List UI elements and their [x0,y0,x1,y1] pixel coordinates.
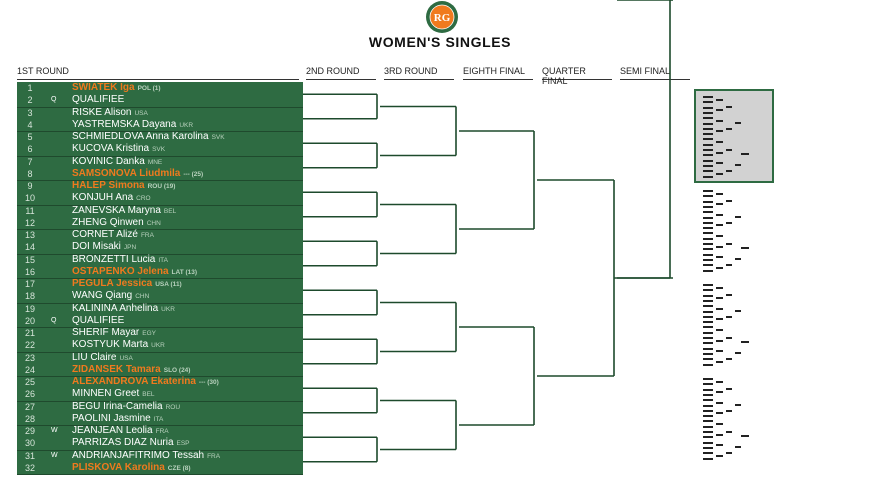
mini-r3 [726,388,732,390]
mini-r4 [735,164,741,166]
player-country: UKR [151,342,165,350]
mini-entry [703,436,713,438]
round-header-3: 3RD ROUND [384,66,454,80]
round-header-5: QUARTER FINAL [542,66,612,80]
player-country: EGY [142,330,156,337]
mini-r4 [735,352,741,354]
mini-entry [703,300,713,302]
player-name-text: WANG Qiang [72,290,133,302]
player-name-text: RISKE Alison [72,106,132,118]
mini-entry [703,232,713,234]
mini-r4 [735,122,741,124]
player-name-text: BEGU Irina-Camelia [72,400,163,412]
round-header-1: 1ST ROUND [17,66,299,80]
mini-r3 [726,358,732,360]
player-name-text: OSTAPENKO Jelena [72,265,169,277]
mini-r3 [726,222,732,224]
mini-entry [703,211,713,213]
player-name-text: DOI Misaki [72,241,121,253]
player-name-text: PLISKOVA Karolina [72,461,165,473]
player-country: ROU (19) [147,183,176,190]
player-name-text: ANDRIANJAFITRIMO Tessah [72,449,205,461]
page-title: WOMEN'S SINGLES [368,34,512,50]
player-name-text: SAMSONOVA Liudmila [72,167,181,179]
mini-r4 [735,404,741,406]
player-name-text: CORNET Alizé [72,229,138,240]
player-name-text: KOSTYUK Marta [72,339,149,351]
mini-winner [716,412,723,414]
draw-position: 4 [27,119,33,130]
entry-status: Q [51,316,57,324]
mini-r3 [726,410,732,412]
draw-position: 25 [24,377,35,387]
player-name-text: ZANEVSKA Maryna [72,204,161,216]
player-country: USA [134,109,148,117]
mini-entry [703,264,713,266]
mini-entry [703,117,713,119]
mini-winner [716,130,723,132]
player-country: CZE (8) [167,464,191,472]
player-country: MNE [147,158,163,166]
mini-r3 [726,149,732,151]
mini-winner [716,287,723,289]
draw-position: 8 [27,168,33,179]
mini-r4 [735,216,741,218]
mini-entry [703,326,713,328]
mini-winner [716,350,723,352]
draw-position: 22 [24,340,35,351]
mini-winner [716,318,723,320]
player-country: USA (11) [155,281,182,288]
mini-entry [703,128,713,130]
mini-r3 [726,106,732,108]
mini-entry [703,378,713,380]
mini-entry [703,337,713,339]
entry-status: W [51,451,58,459]
player-name-text: JEANJEAN Leolia [72,425,153,436]
player-country: CHN [135,293,150,301]
mini-entry [703,101,713,103]
player-country: FRA [207,452,221,460]
draw-position: 26 [24,389,35,400]
mini-entry [703,415,713,417]
mini-entry [703,217,713,219]
player-country: CRO [136,195,151,203]
mini-winner [716,235,723,237]
mini-entry [703,447,713,449]
player-name-text: KALININA Anhelina [72,302,159,314]
mini-r4 [735,258,741,260]
draw-position: 10 [24,193,35,204]
entry-status: Q [51,96,57,104]
player-name-text: LIU Claire [72,351,117,363]
mini-entry [703,107,713,109]
mini-winner [716,361,723,363]
mini-winner [716,267,723,269]
mini-entry [703,190,713,192]
player-name-text: ZHENG Qinwen [72,216,144,228]
player-name-text: SHERIF Mayar [72,327,140,338]
mini-winner [716,444,723,446]
player-country: --- (30) [198,379,219,386]
draw-position: 2 [27,95,33,106]
round-header-6: SEMI FINAL [620,66,690,80]
mini-entry [703,123,713,125]
mini-entry [703,112,713,114]
mini-entry [703,154,713,156]
draw-position: 15 [24,254,35,265]
mini-entry [703,149,713,151]
mini-r3 [726,243,732,245]
mini-entry [703,138,713,140]
mini-r3 [726,200,732,202]
player-name-text: ZIDANSEK Tamara [72,363,161,375]
mini-entry [703,254,713,256]
mini-entry [703,452,713,454]
mini-entry [703,227,713,229]
mini-winner [716,203,723,205]
player-country: UKR [179,121,194,129]
player-country: SVK [211,134,225,141]
player-name-text: QUALIFIEE [72,314,125,326]
draw-position: 31 [24,450,35,461]
player-country: BEL [163,207,177,215]
mini-winner [716,173,723,175]
mini-entry [703,364,713,366]
mini-entry [703,405,713,407]
mini-entry [703,358,713,360]
player-name-text: PARRIZAS DIAZ Nuria [72,437,174,449]
draw-position: 29 [24,426,35,436]
draw-position: 9 [27,181,33,191]
draw-position: 16 [24,266,35,277]
player-country: ROU [165,403,181,411]
player-name-text: KUCOVA Kristina [72,143,150,155]
player-name-text: HALEP Simona [72,180,145,191]
player-country: POL (1) [137,85,161,92]
player-country: SLO (24) [163,366,191,374]
player-name-text: SCHMIEDLOVA Anna Karolina [72,131,209,142]
mini-entry [703,270,713,272]
mini-winner [716,99,723,101]
draw-position: 18 [24,291,35,302]
mini-winner [716,120,723,122]
mini-r3 [726,264,732,266]
draw-position: 28 [24,413,35,424]
mini-winner [716,256,723,258]
draw-position: 7 [27,156,33,167]
mini-r3 [726,170,732,172]
mini-entry [703,389,713,391]
mini-winner [716,402,723,404]
mini-winner [716,109,723,111]
mini-winner [716,308,723,310]
draw-position: 23 [24,352,35,363]
mini-entry [703,248,713,250]
mini-entry [703,426,713,428]
mini-entry [703,342,713,344]
mini-entry [703,348,713,350]
mini-entry [703,332,713,334]
player-country: --- (25) [183,170,204,178]
mini-entry [703,284,713,286]
player-country: USA [119,354,133,362]
mini-entry [703,442,713,444]
mini-entry [703,206,713,208]
draw-position: 19 [24,303,35,314]
entry-status: W [51,427,58,434]
mini-entry [703,410,713,412]
mini-qf [741,435,749,437]
mini-winner [716,162,723,164]
mini-r3 [726,337,732,339]
mini-r3 [726,452,732,454]
draw-position: 13 [24,230,35,240]
draw-position: 30 [24,438,35,449]
player-name-text: QUALIFIEE [72,94,125,106]
mini-entry [703,289,713,291]
mini-entry [703,420,713,422]
mini-r4 [735,310,741,312]
player-country: ITA [158,256,168,264]
draw-position: 21 [24,328,35,338]
player-name-text: PEGULA Jessica [72,278,153,289]
mini-winner [716,329,723,331]
player-country: SVK [152,146,166,154]
mini-entry [703,353,713,355]
player-name-text: KONJUH Ana [72,192,134,204]
mini-entry [703,222,713,224]
mini-winner [716,423,723,425]
draw-position: 27 [24,401,35,412]
player-name-text: KOVINIC Danka [72,155,145,167]
player-country: CHN [146,219,161,227]
draw-position: 17 [24,279,35,289]
player-country: ESP [176,440,190,448]
player-country: JPN [123,244,137,252]
player-country: ITA [153,415,164,423]
player-name-text: MINNEN Greet [72,388,140,400]
mini-r3 [726,128,732,130]
mini-winner [716,224,723,226]
mini-winner [716,193,723,195]
mini-entry [703,394,713,396]
draw-position: 12 [24,217,35,228]
mini-entry [703,195,713,197]
mini-entry [703,259,713,261]
mini-entry [703,311,713,313]
mini-winner [716,455,723,457]
svg-text:RG: RG [433,12,451,24]
mini-entry [703,176,713,178]
mini-winner [716,152,723,154]
mini-winner [716,381,723,383]
mini-r3 [726,294,732,296]
draw-position: 14 [24,242,35,253]
mini-entry [703,458,713,460]
mini-qf [741,341,749,343]
mini-winner [716,141,723,143]
draw-position: 3 [27,107,33,118]
mini-entry [703,295,713,297]
mini-r3 [726,431,732,433]
player-country: FRA [140,232,154,239]
draw-position: 6 [27,144,33,155]
mini-qf [741,247,749,249]
mini-entry [703,316,713,318]
mini-entry [703,431,713,433]
mini-winner [716,434,723,436]
mini-r4 [735,446,741,448]
mini-entry [703,399,713,401]
player-name-text: SWIATEK Iga [72,82,135,93]
mini-winner [716,391,723,393]
player-country: UKR [161,305,175,313]
draw-position: 11 [25,205,35,216]
mini-entry [703,165,713,167]
mini-entry [703,133,713,135]
mini-entry [703,160,713,162]
round-header-4: EIGHTH FINAL [463,66,533,80]
player-name-text: BRONZETTI Lucia [72,253,156,265]
mini-entry [703,96,713,98]
draw-position: 1 [27,83,33,93]
mini-entry [703,243,713,245]
player-country: BEL [142,391,155,399]
player-name-text: ALEXANDROVA Ekaterina [72,376,196,387]
mini-winner [716,297,723,299]
mini-winner [716,340,723,342]
mini-entry [703,201,713,203]
draw-position: 32 [24,462,35,473]
player-name-text: YASTREMSKA Dayana [72,118,177,130]
draw-position: 24 [24,364,35,375]
player-country: LAT (13) [171,268,198,276]
mini-winner [716,214,723,216]
mini-winner [716,246,723,248]
mini-r3 [726,316,732,318]
mini-entry [703,321,713,323]
player-name-text: PAOLINI Jasmine [72,412,151,424]
player-country: FRA [155,428,169,435]
mini-entry [703,383,713,385]
mini-entry [703,305,713,307]
mini-entry [703,170,713,172]
draw-position: 20 [24,315,35,326]
draw-position: 5 [27,132,33,142]
mini-qf [741,153,749,155]
mini-entry [703,144,713,146]
round-header-2: 2ND ROUND [306,66,376,80]
mini-entry [703,238,713,240]
